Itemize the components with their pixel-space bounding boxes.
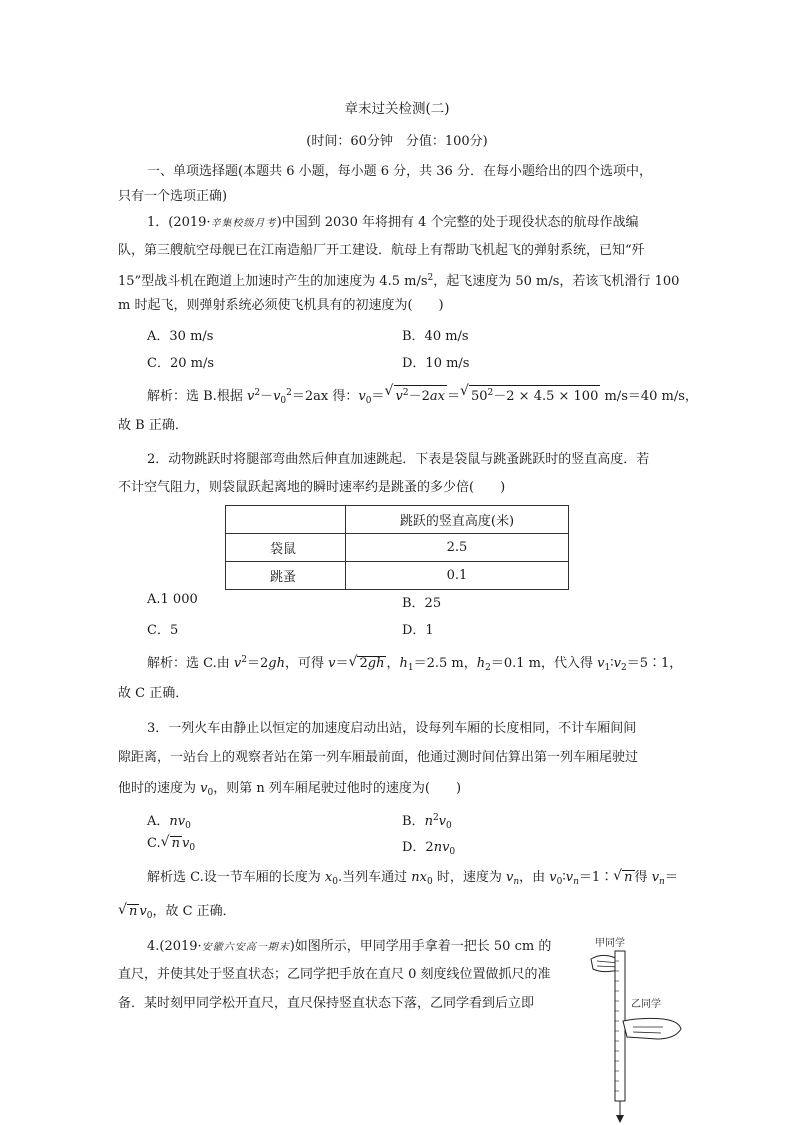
table-cell: 袋鼠 <box>226 534 346 562</box>
q1-option-a[interactable]: A．30 m/s <box>147 329 214 344</box>
height-table <box>225 505 569 590</box>
ruler-icon <box>615 951 625 1101</box>
q2-option-d[interactable]: D．1 <box>402 623 434 638</box>
q4-line-1: 4.(2019·安徽六安高一期末)如图所示，甲同学用手拿着一把长 50 cm 的 <box>147 939 552 954</box>
q2-option-a[interactable]: A.1 000 <box>147 592 198 607</box>
q3-option-b[interactable]: B．$n^2v_0$ <box>402 813 452 831</box>
q1-line-3: 15”型战斗机在跑道上加速时产生的加速度为 4.5 $m/s^2$，起飞速度为 50 m/s，若该飞机滑行 100 <box>118 273 680 289</box>
q1-option-d[interactable]: D．10 m/s <box>402 356 470 371</box>
section-heading: 一、单项选择题(本题共 6 小题，每小题 6 分，共 36 分．在每小题给出的四个选项中， <box>147 164 652 179</box>
q2-answer-end: 故 C 正确． <box>118 686 189 701</box>
table-cell <box>226 506 346 534</box>
q2-line-2: 不计空气阻力，则袋鼠跃起离地的瞬时速率约是跳蚤的多少倍( ) <box>118 480 506 495</box>
table-cell: 2.5 <box>346 534 569 562</box>
q1-option-c[interactable]: C．20 m/s <box>147 356 214 371</box>
q3-answer-end: √ n $v_0$，故 C 正确． <box>118 904 236 924</box>
q4-line-3: 备．某时刻甲同学松开直尺，直尺保持竖直状态下落，乙同学看到后立即 <box>118 996 535 1011</box>
page-title: 章末过关检测(二) <box>344 101 450 117</box>
q1-option-b[interactable]: B．40 m/s <box>402 329 469 344</box>
table-cell: 跳蚤 <box>226 562 346 590</box>
q2-line-1: 2．动物跳跃时将腿部弯曲然后伸直加速跳起．下表是袋鼠与跳蚤跳跃时的竖直高度．若 <box>147 452 650 467</box>
figure-label-top: 甲同学 <box>595 938 625 949</box>
ruler-figure <box>583 935 693 1125</box>
exam-meta: (时间：60分钟 分值：100分) <box>306 134 488 149</box>
q1-line-1: 1．(2019·辛集校级月考)中国到 2030 年将拥有 4 个完整的处于现役状态的航母作战编 <box>147 215 639 230</box>
q3-answer: 解析选 C.设一节车厢的长度为 $x_0$.当列车通过 $nx_0$ 时，速度为 $v_n$，由 $v_0∶v_n=1∶√$ n 得 $v_n=$ <box>147 870 678 890</box>
q1-line-2: 队，第三艘航空母舰已在江南造船厂开工建设．航母上有帮助飞机起飞的弹射系统，已知“歼 <box>118 243 645 258</box>
q4-line-2: 直尺，并使其处于竖直状态；乙同学把手放在直尺 0 刻度线位置做抓尺的准 <box>118 967 551 982</box>
q2-option-b[interactable]: B．25 <box>402 596 442 611</box>
hand-bottom-icon <box>623 1018 681 1039</box>
table-row <box>226 562 569 590</box>
table-header: 跳跃的竖直高度(米) <box>346 506 569 534</box>
down-arrow-icon <box>616 1115 624 1123</box>
q3-option-d[interactable]: D．$2nv_0$ <box>402 840 456 857</box>
q1-answer-end: 故 B 正确． <box>118 418 188 433</box>
section-heading-cont: 只有一个选项正确) <box>118 189 228 204</box>
q2-answer: 解析：选 C.由 $v^2=2gh$，可得 v＝√ 2gh ，$h_1=2.5$ m，$h_2=0.1$ m，代入得 $v_1∶v_2=5∶1$， <box>147 652 682 676</box>
q1-answer: 解析：选 B.根据 $v^2-v_0^2=2ax$ 得：$v_0=√$ $v^2-2ax$ ＝√ $50^2-2 \times 4.5 \times 100$ m/s＝40 m/s， <box>147 385 698 409</box>
q3-line-1: 3．一列火车由静止以恒定的加速度启动出站，设每列车厢的长度相同，不计车厢间间 <box>147 721 637 736</box>
q3-line-2: 隙距离，一站台上的观察者站在第一列车厢最前面，他通过测时间估算出第一列车厢尾驶过 <box>118 750 639 765</box>
q2-option-c[interactable]: C．5 <box>147 623 179 638</box>
table-row <box>226 534 569 562</box>
q3-line-3: 他时的速度为 $v_0$，则第 n 列车厢尾驶过他时的速度为( ) <box>118 781 462 798</box>
q3-option-c[interactable]: C.√ n $v_0$ <box>147 836 195 853</box>
table-header-row <box>226 506 569 534</box>
q1-line-4: m 时起飞，则弹射系统必须使飞机具有的初速度为( ) <box>118 298 444 313</box>
table-cell: 0.1 <box>346 562 569 590</box>
q3-option-a[interactable]: A．$nv_0$ <box>147 814 191 831</box>
figure-label-bottom: 乙同学 <box>631 999 661 1010</box>
